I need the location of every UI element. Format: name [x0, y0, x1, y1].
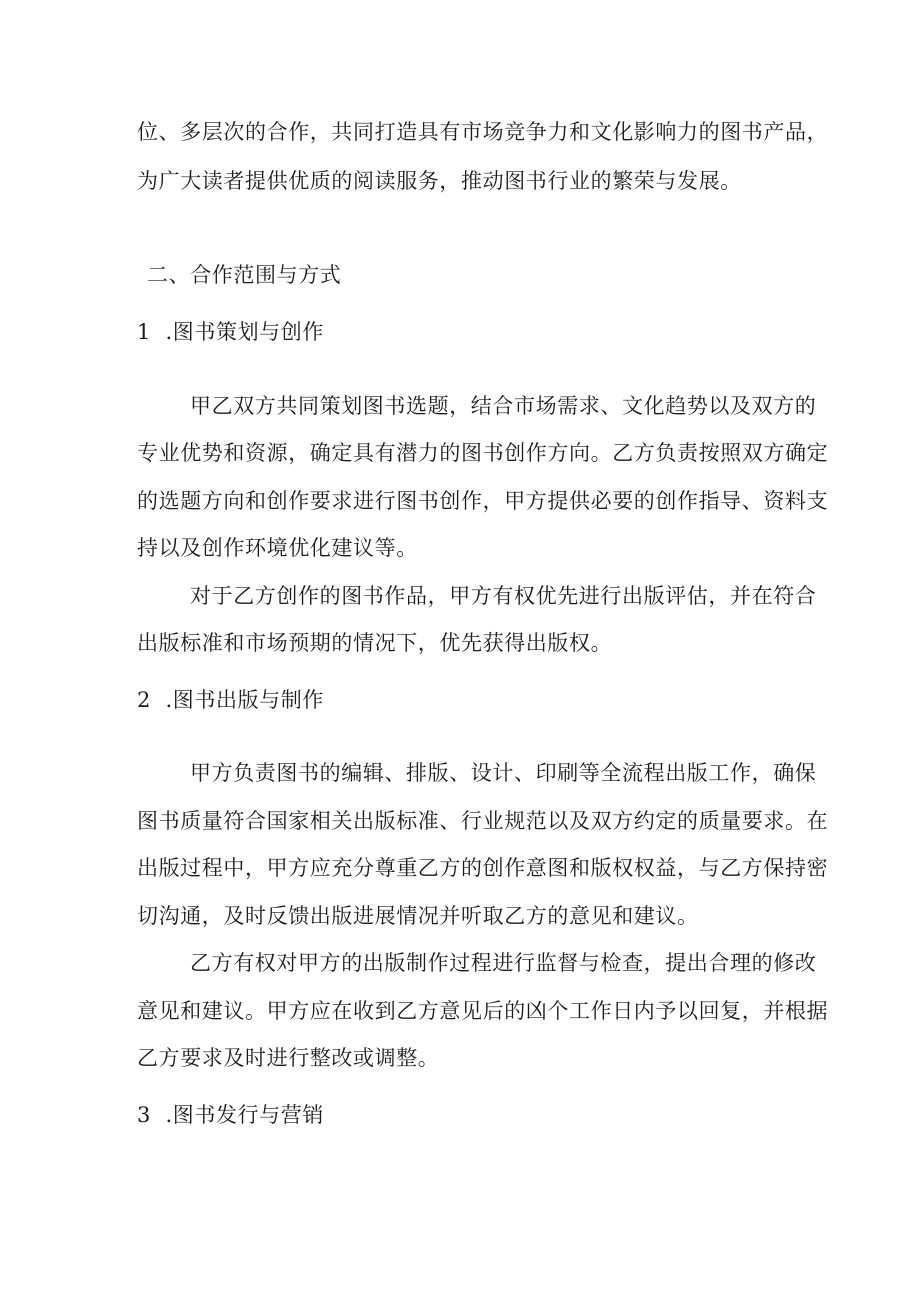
- paragraph-line: 持以及创作环境优化建议等。: [137, 536, 418, 560]
- paragraph-line: 意见和建议。甲方应在收到乙方意见后的凶个工作日内予以回复，并根据: [137, 999, 829, 1023]
- paragraph-line: 乙方有权对甲方的出版制作过程进行监督与检查，提出合理的修改: [190, 951, 817, 975]
- paragraph-line: 对于乙方创作的图书作品，甲方有权优先进行出版评估，并在符合: [190, 584, 817, 608]
- paragraph-line: 图书质量符合国家相关出版标准、行业规范以及双方约定的质量要求。在: [137, 809, 829, 833]
- item-heading: 3 .图书发行与营销: [137, 1103, 324, 1127]
- section-heading: 二、合作范围与方式: [147, 263, 342, 287]
- paragraph-line: 切沟通，及时反馈出版进展情况并听取乙方的意见和建议。: [137, 904, 699, 928]
- paragraph-line: 的选题方向和创作要求进行图书创作，甲方提供必要的创作指导、资料支: [137, 489, 829, 513]
- paragraph-line: 出版标准和市场预期的情况下，优先获得出版权。: [137, 631, 613, 655]
- paragraph-line: 甲乙双方共同策划图书选题，结合市场需求、文化趋势以及双方的: [190, 394, 817, 418]
- paragraph-line: 专业优势和资源，确定具有潜力的图书创作方向。乙方负责按照双方确定: [137, 441, 829, 465]
- paragraph-line: 甲方负责图书的编辑、排版、设计、印刷等全流程出版工作，确保: [190, 761, 817, 785]
- paragraph-line: 出版过程中，甲方应充分尊重乙方的创作意图和版权权益，与乙方保持密: [137, 856, 829, 880]
- item-heading: 1 .图书策划与创作: [137, 320, 324, 344]
- intro-line: 为广大读者提供优质的阅读服务，推动图书行业的繁荣与发展。: [137, 169, 742, 193]
- paragraph-line: 乙方要求及时进行整改或调整。: [137, 1046, 440, 1070]
- item-heading: 2 .图书出版与制作: [137, 688, 324, 712]
- intro-line: 位、多层次的合作，共同打造具有市场竞争力和文化影响力的图书产品，: [137, 120, 829, 144]
